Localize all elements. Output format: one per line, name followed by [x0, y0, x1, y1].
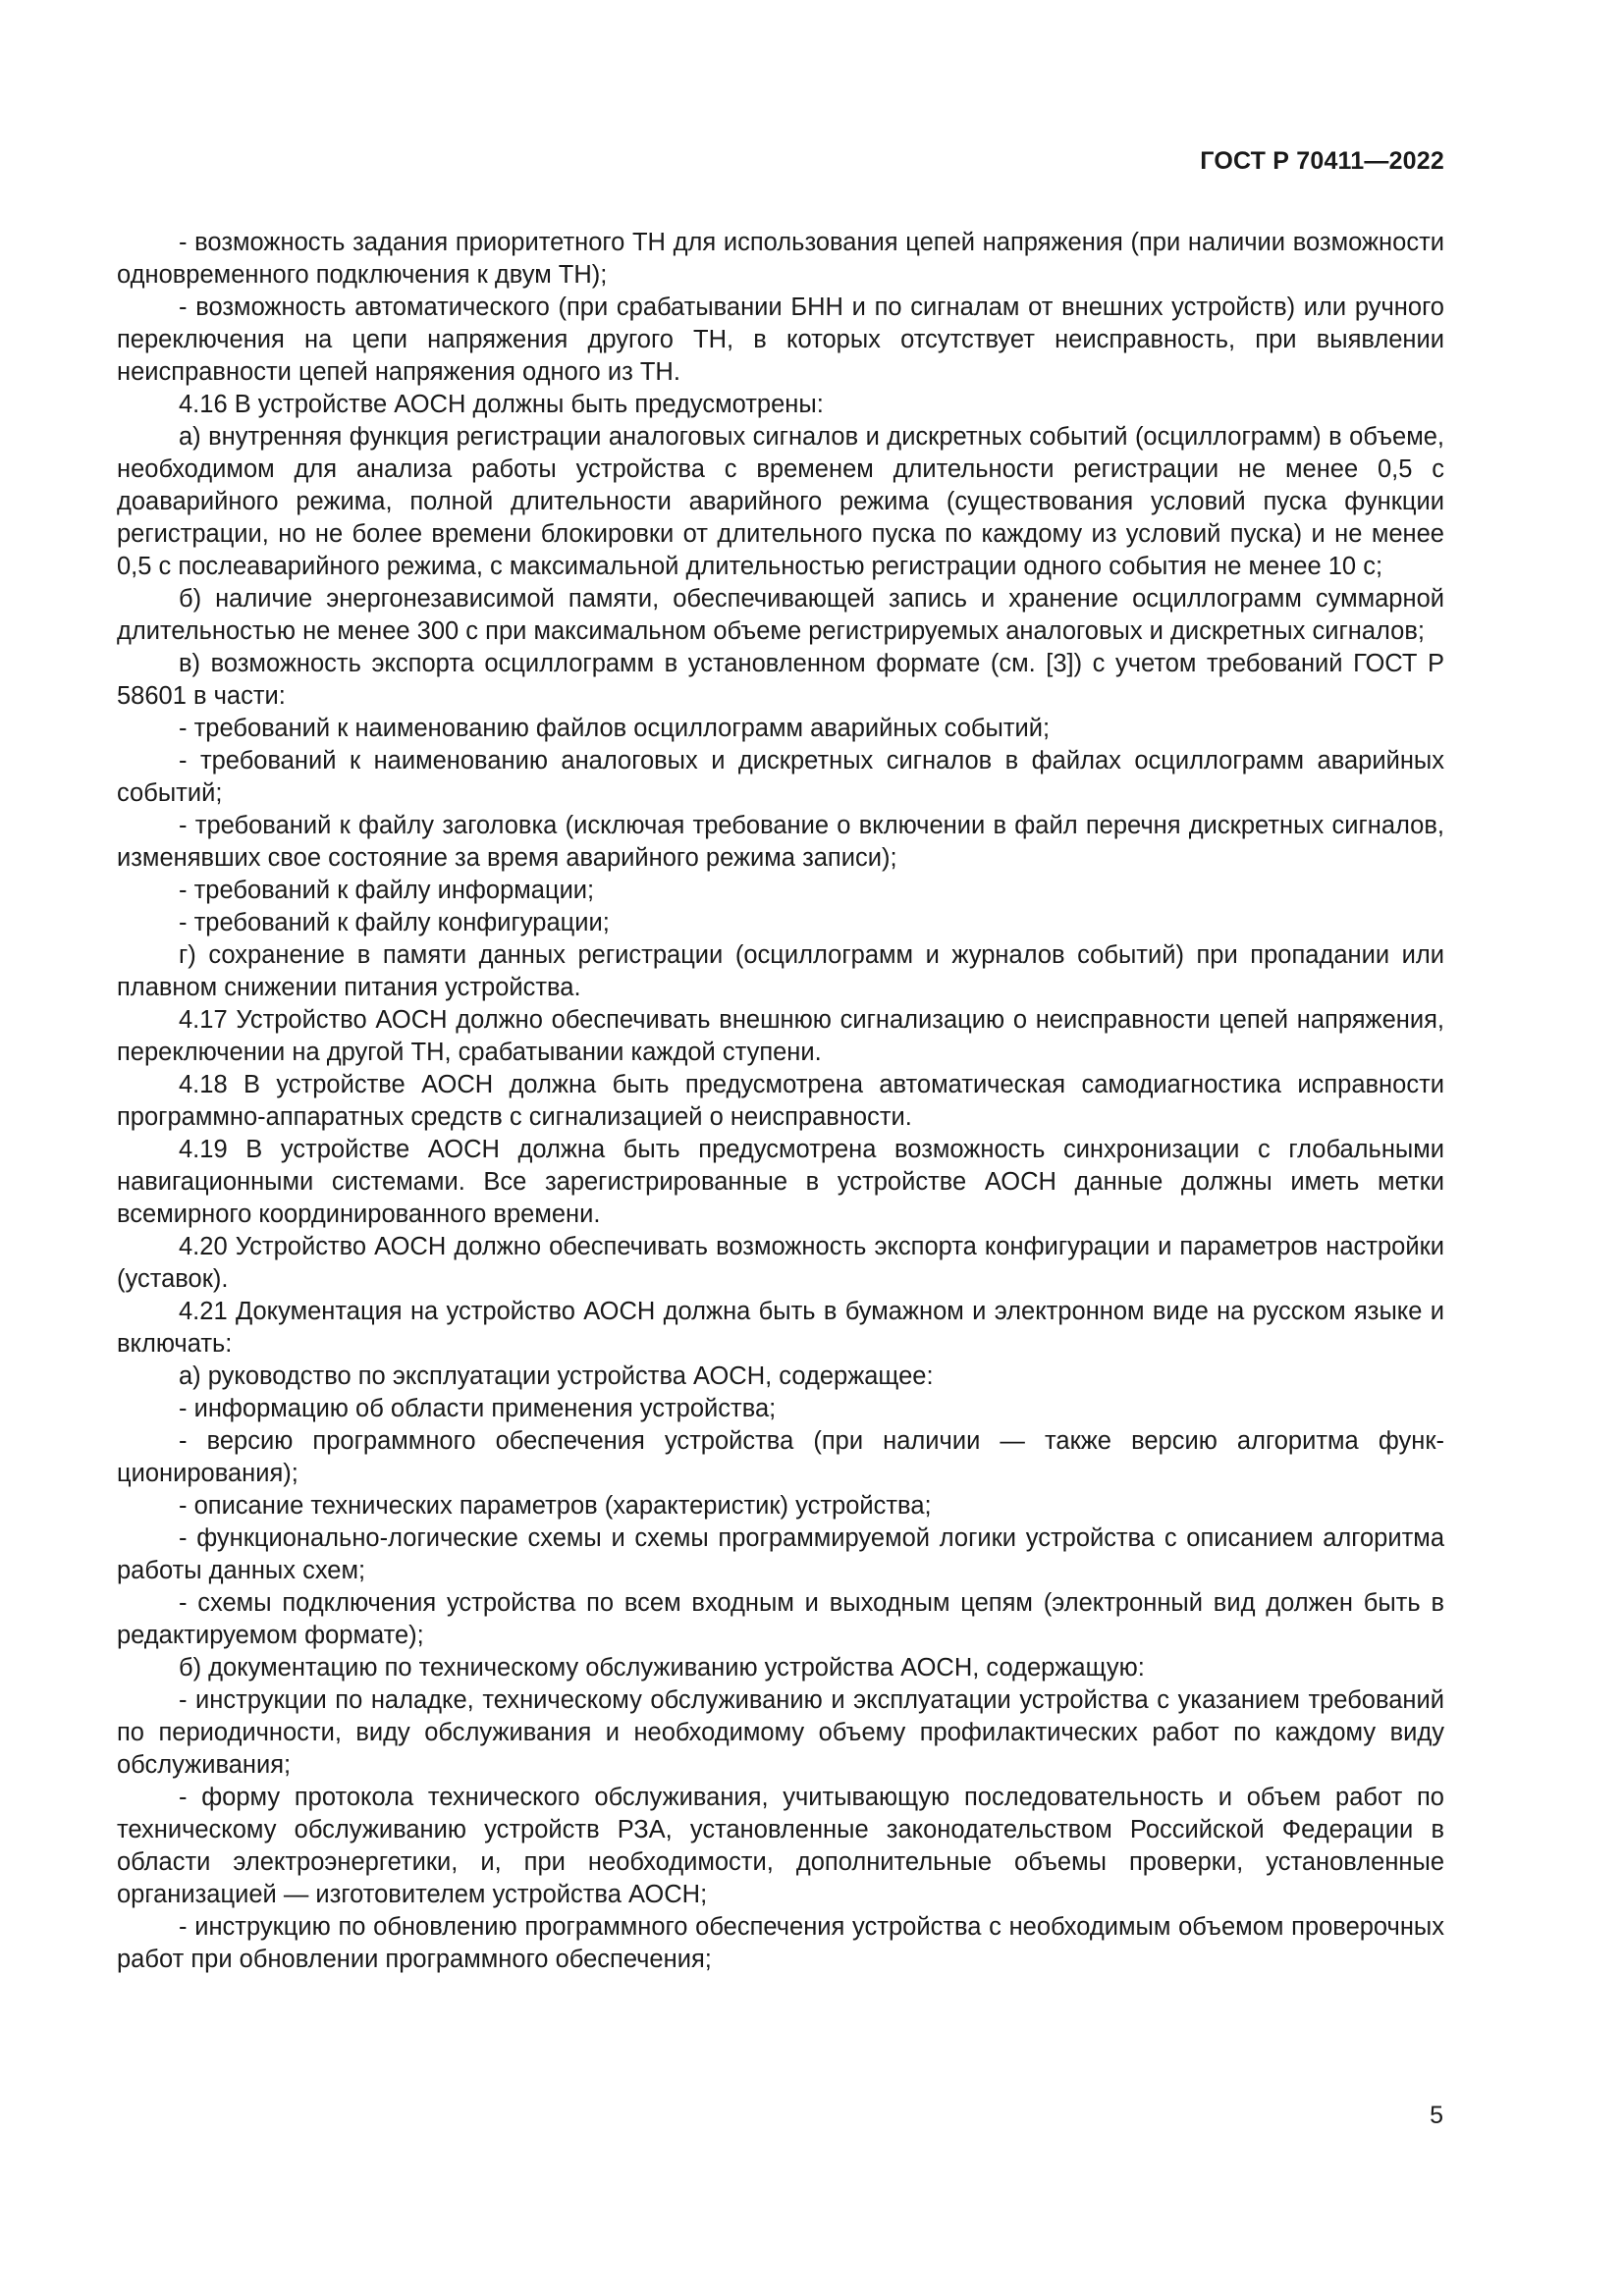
paragraph: - возможность автоматического (при срабатывании БНН и по сигналам от внешних устройств) или ручного переключения на цепи напряжения другого ТН, в которых отсутствует неисправность, при выявлении неисправности цепей напряжения одного из ТН.	[117, 294, 1444, 386]
paragraph: - схемы подключения устройства по всем входным и выходным цепям (электронный вид должен быть в редактируемом формате);	[117, 1589, 1444, 1649]
page-number: 5	[1430, 2102, 1443, 2129]
paragraph: - требований к наименованию аналоговых и дискретных сигналов в файлах осциллограмм аварийных событий;	[117, 747, 1444, 807]
paragraph: а) внутренняя функция регистрации аналоговых сигналов и дискретных событий (осциллограмм) в объеме, необходимом для анализа работы устройства с временем длительности регистрации не менее 0,5 с доаварийного режима, полной длительности аварийного режима (существования условий пуска функции регистрации, но не более времени блокировки от длительного пуска по каждому из условий пуска) и не менее 0,5 с послеаварийного режима, с максимальной длительностью регистрации одного события не менее 10 с;	[117, 423, 1444, 580]
paragraph: - возможность задания приоритетного ТН для использования цепей напряжения (при наличии возможности одновременного подключения к двум ТН);	[117, 229, 1444, 289]
paragraph: - требований к наименованию файлов осциллограмм аварийных событий;	[179, 715, 1051, 742]
paragraph: - описание технических параметров (характеристик) устройства;	[179, 1492, 932, 1520]
paragraph: - требований к файлу информации;	[179, 877, 595, 904]
paragraph: - версию программного обеспечения устройства (при наличии — также версию алгоритма функционирования);	[117, 1427, 1444, 1487]
paragraph: - требований к файлу заголовка (исключая требование о включении в файл перечня дискретных сигналов, изменявших свое состояние за время аварийного режима записи);	[117, 812, 1444, 872]
paragraph: - требований к файлу конфигурации;	[179, 909, 610, 936]
paragraph: - информацию об области применения устройства;	[179, 1395, 777, 1422]
paragraph: 4.18 В устройстве АОСН должна быть предусмотрена автоматическая самодиагностика исправности программно-аппаратных средств с сигнализацией о неисправности.	[117, 1071, 1444, 1131]
paragraph: - функционально-логические схемы и схемы программируемой логики устройства с описанием алгоритма работы данных схем;	[117, 1524, 1444, 1584]
paragraph: - инструкции по наладке, техническому обслуживанию и эксплуатации устройства с указанием требований по периодичности, виду обслуживания и необходимому объему профилактических работ по каждому виду обслуживания;	[117, 1686, 1444, 1779]
paragraph: 4.19 В устройстве АОСН должна быть предусмотрена возможность синхронизации с глобальными навигационными системами. Все зарегистрированные в устройстве АОСН данные должны иметь метки всемирного координированного времени.	[117, 1136, 1444, 1228]
paragraph: 4.20 Устройство АОСН должно обеспечивать возможность экспорта конфигурации и параметров настройки (уставок).	[117, 1233, 1444, 1293]
paragraph: г) сохранение в памяти данных регистрации (осциллограмм и журналов событий) при пропадании или плавном снижении питания устройства.	[117, 941, 1444, 1001]
paragraph: - инструкцию по обновлению программного обеспечения устройства с необходимым объемом проверочных работ при обновлении программного обеспечения;	[117, 1913, 1444, 1973]
paragraph: 4.21 Документация на устройство АОСН должна быть в бумажном и электронном виде на русском языке и включать:	[117, 1298, 1444, 1358]
paragraph: 4.17 Устройство АОСН должно обеспечивать внешнюю сигнализацию о неисправности цепей напряжения, переключении на другой ТН, срабатывании каждой ступени.	[117, 1006, 1444, 1066]
paragraph: в) возможность экспорта осциллограмм в установленном формате (см. [3]) с учетом требований ГОСТ Р 58601 в части:	[117, 650, 1444, 710]
document-code-header: ГОСТ Р 70411—2022	[1200, 147, 1444, 175]
paragraph: - форму протокола технического обслуживания, учитывающую последовательность и объем работ по техническому обслуживанию устройств РЗА, установленные законодательством Российской Федерации в области электроэнергетики, и, при необходимости, дополнительные объемы проверки, установленные организацией — изготовителем устройства АОСН;	[117, 1784, 1444, 1908]
document-body	[117, 227, 1444, 1976]
paragraph: а) руководство по эксплуатации устройства АОСН, содержащее:	[179, 1362, 934, 1390]
paragraph: 4.16 В устройстве АОСН должны быть предусмотрены:	[179, 391, 824, 418]
paragraph: б) наличие энергонезависимой памяти, обеспечивающей запись и хранение осциллограмм суммарной длительностью не менее 300 с при максимальном объеме регистрируемых аналоговых и дискретных сигналов;	[117, 585, 1444, 645]
paragraph: б) документацию по техническому обслуживанию устройства АОСН, содержащую:	[179, 1654, 1145, 1682]
